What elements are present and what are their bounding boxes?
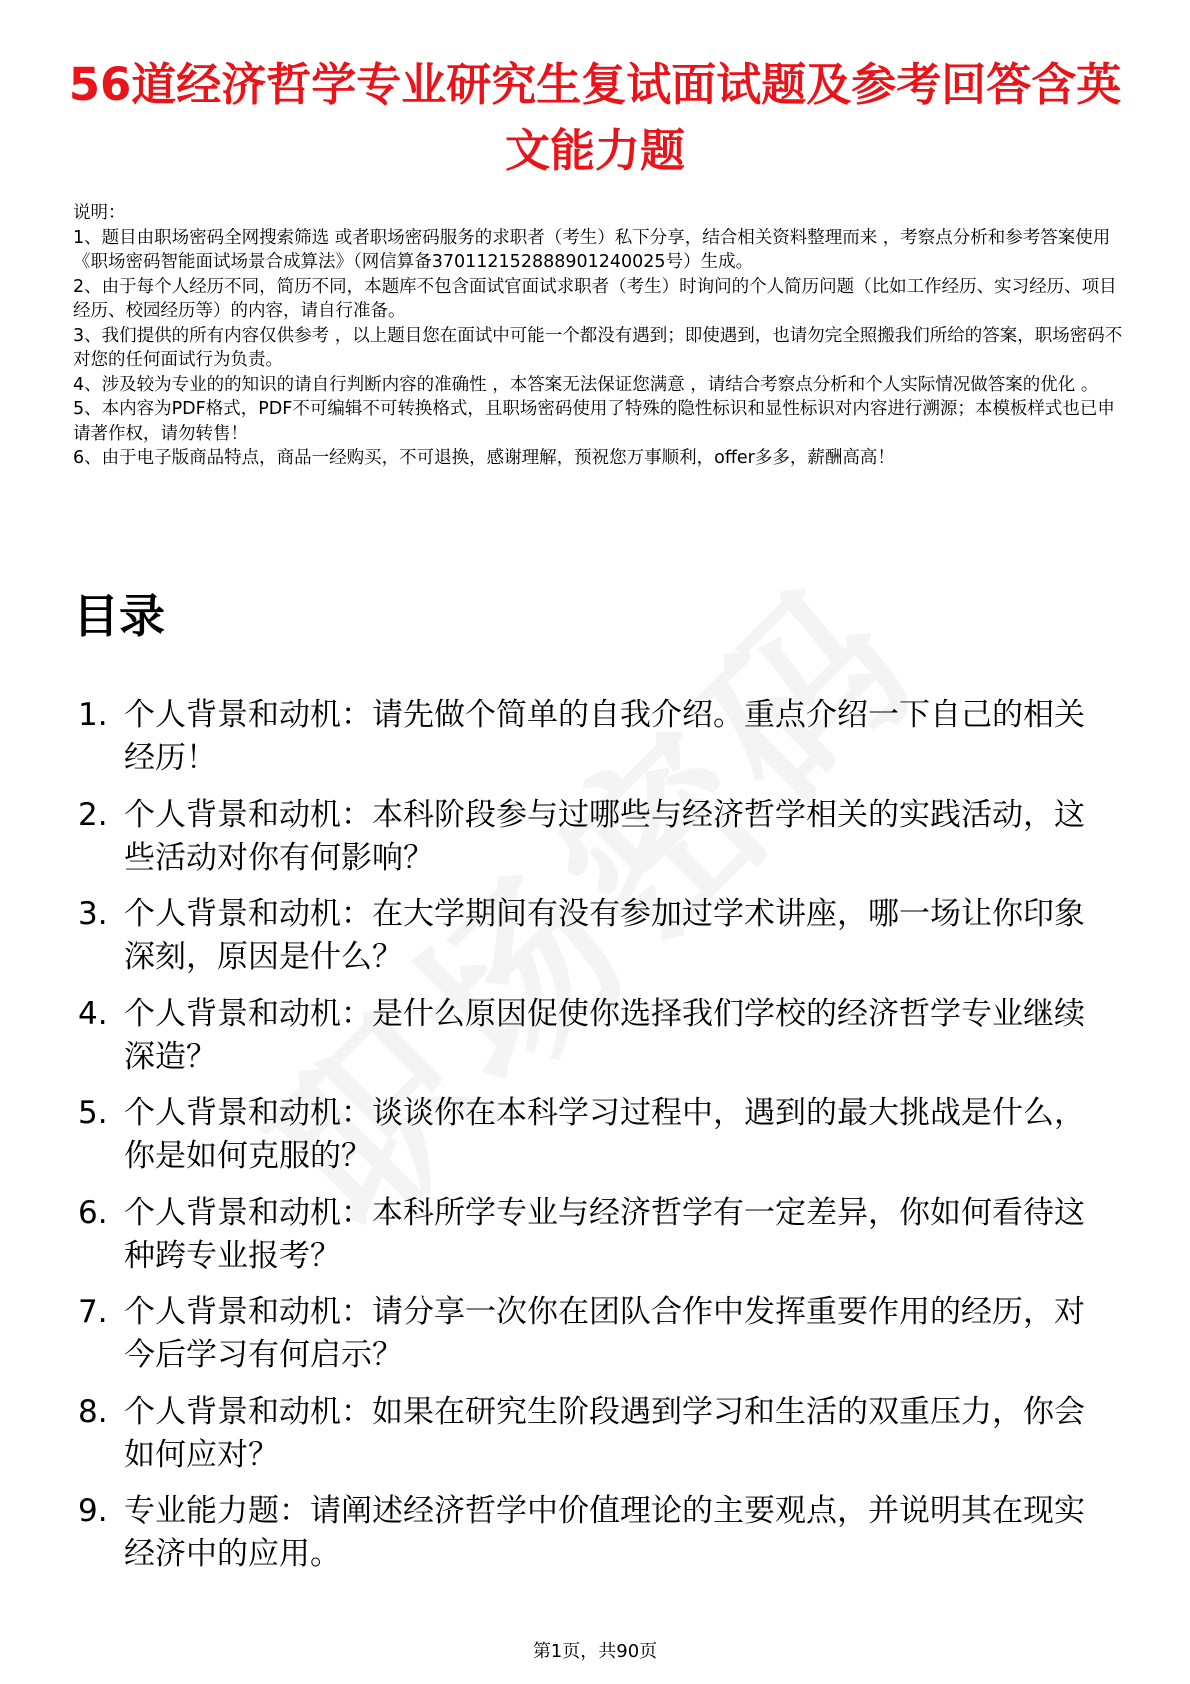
toc-item[interactable] <box>70 1192 1110 1278</box>
toc-item[interactable] <box>70 1490 1110 1576</box>
notes-section <box>73 201 1123 471</box>
notes-item: 5、本内容为PDF格式，PDF不可编辑不可转换格式，且职场密码使用了特殊的隐性标识和显性标识对内容进行溯源；本模板样式也已申请著作权，请勿转售！ <box>73 399 1115 444</box>
notes-item: 1、题目由职场密码全网搜索筛选 或者职场密码服务的求职者（考生）私下分享，结合相关资料整理而来 ，考察点分析和参考答案使用《职场密码智能面试场景合成算法》（网信算备370112152888901240025号）生成。 <box>73 227 1111 272</box>
toc-item-text: 个人背景和动机：在大学期间有没有参加过学术讲座，哪一场让你印象深刻，原因是什么？ <box>124 896 1085 975</box>
toc-item-number: 1. <box>78 697 108 733</box>
document-title: 56道经济哲学专业研究生复试面试题及参考回答含英文能力题 <box>68 58 1122 177</box>
toc-item[interactable] <box>70 1291 1110 1377</box>
toc-item-number: 2. <box>78 796 108 833</box>
toc-item-text: 个人背景和动机：本科所学专业与经济哲学有一定差异，你如何看待这种跨专业报考？ <box>124 1194 1085 1274</box>
toc-item-text: 个人背景和动机：请分享一次你在团队合作中发挥重要作用的经历，对今后学习有何启示？ <box>124 1294 1085 1373</box>
toc-item[interactable] <box>70 1092 1110 1178</box>
toc-item-number: 9. <box>78 1493 108 1529</box>
toc-item-number: 8. <box>78 1393 108 1430</box>
toc-item-number: 4. <box>78 995 108 1032</box>
notes-item: 6、由于电子版商品特点，商品一经购买，不可退换，感谢理解，预祝您万事顺利，offer多多，薪酬高高！ <box>73 448 895 468</box>
toc-item-text: 个人背景和动机：如果在研究生阶段遇到学习和生活的双重压力，你会如何应对？ <box>124 1393 1085 1473</box>
toc-item-text: 个人背景和动机：谈谈你在本科学习过程中，遇到的最大挑战是什么，你是如何克服的？ <box>124 1095 1085 1174</box>
toc-item[interactable] <box>70 893 1110 979</box>
toc-item-number: 3. <box>78 896 108 932</box>
notes-item: 2、由于每个人经历不同，简历不同，本题库不包含面试官面试求职者（考生）时询问的个人简历问题（比如工作经历、实习经历、项目经历、校园经历等）的内容，请自行准备。 <box>73 276 1117 321</box>
notes-heading: 说明： <box>73 203 126 223</box>
notes-item: 3、我们提供的所有内容仅供参考 ，以上题目您在面试中可能一个都没有遇到；即使遇到，也请勿完全照搬我们所给的答案，职场密码不对您的任何面试行为负责。 <box>73 325 1123 370</box>
toc-item[interactable] <box>70 993 1110 1079</box>
toc-item[interactable] <box>70 694 1110 780</box>
toc-heading: 目录 <box>73 589 165 643</box>
toc-item-text: 个人背景和动机：本科阶段参与过哪些与经济哲学相关的实践活动，这些活动对你有何影响？ <box>124 796 1085 876</box>
toc-item-number: 7. <box>78 1294 108 1330</box>
toc-item-text: 专业能力题：请阐述经济哲学中价值理论的主要观点，并说明其在现实经济中的应用。 <box>124 1493 1085 1572</box>
toc-list <box>70 694 1110 1590</box>
toc-item-number: 5. <box>78 1095 108 1131</box>
notes-item: 4、涉及较为专业的的知识的请自行判断内容的准确性 ，本答案无法保证您满意 ，请结合考察点分析和个人实际情况做答案的优化 。 <box>73 374 1099 395</box>
toc-item-text: 个人背景和动机：是什么原因促使你选择我们学校的经济哲学专业继续深造？ <box>124 995 1085 1075</box>
toc-item-number: 6. <box>78 1194 108 1231</box>
toc-item[interactable] <box>70 794 1110 880</box>
page-footer: 第1页，共90页 <box>532 1641 658 1662</box>
toc-item-text: 个人背景和动机：请先做个简单的自我介绍。重点介绍一下自己的相关经历！ <box>124 697 1085 776</box>
toc-item[interactable] <box>70 1391 1110 1477</box>
